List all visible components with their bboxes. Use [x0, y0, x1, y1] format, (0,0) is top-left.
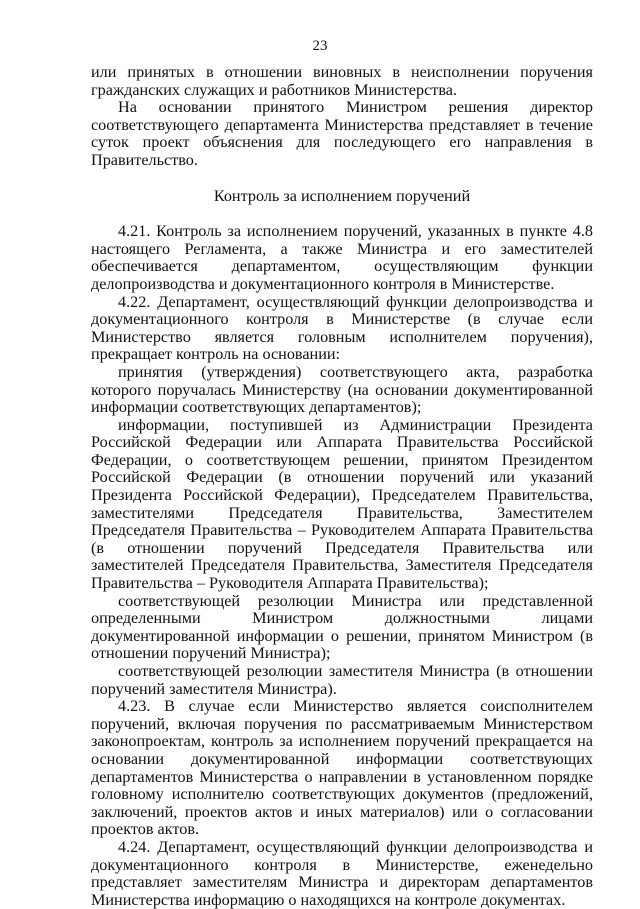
page-number: 23: [312, 38, 328, 54]
paragraph-4-22-item-3: соответствующей резолюции Министра или представленной определенными Министром должностными лицами документированной информации о решении, принятом Министром (в отношении поручений Министра);: [91, 591, 593, 663]
paragraph-4-22-item-4: соответствующей резолюции заместителя Министра (в отношении поручений заместителя Министра).: [91, 662, 593, 698]
paragraph-explanation-procedure: На основании принятого Министром решения директор соответствующего департамента Министерства представляет в течение суток проект объяснения для последующего его направления в Правительство.: [91, 98, 593, 169]
spacer: [91, 170, 593, 188]
paragraph-4-21: 4.21. Контроль за исполнением поручений, указанных в пункте 4.8 настоящего Регламента, а также Министра и его заместителей обеспечивается департаментом, осуществляющим функции делопроизводства и документационного контроля в Министерстве.: [91, 222, 593, 293]
paragraph-4-24: 4.24. Департамент, осуществляющий функции делопроизводства и документационного контроля в Министерстве, еженедельно представляет заместителям Министра и директорам департаментов Министерства информацию о находящихся на контроле документах.: [91, 837, 593, 909]
paragraph-4-22-item-1: принятия (утверждения) соответствующего акта, разработка которого поручалась Министерству (на основании документированной информации соответствующих департаментов);: [91, 362, 593, 417]
paragraph-continuation: или принятых в отношении виновных в неисполнении поручения гражданских служащих и работников Министерства.: [91, 63, 593, 99]
spacer: [91, 205, 593, 223]
section-heading: Контроль за исполнением поручений: [213, 186, 471, 205]
paragraph-4-23: 4.23. В случае если Министерство является соисполнителем поручений, включая поручения по рассматриваемым Министерством законопроектам, контроль за исполнением поручений прекращается на основании документированной информации соответствующих департаментов Министерства о направлении в установленном порядке головному исполнителю соответствующих документов (предложений, заключений, проектов актов и иных материалов) или о согласовании проектов актов.: [91, 697, 593, 839]
paragraph-4-22-item-2: информации, поступившей из Администрации Президента Российской Федерации или Аппарата Правительства Российской Федерации, о соответствующем решении, принятом Президентом Российской Федерации (в отношении поручений или указаний Президента Российской Федерации), Председателем Правительства, заместителями Председателя Правительства, Заместителем Председателя Правительства – Руководителем Аппарата Правительства (в отношении поручений Председателя Правительства или заместителей Председателя Правительства, Заместителя Председателя Правительства – Руководителя Аппарата Правительства);: [91, 415, 593, 593]
paragraph-4-22: 4.22. Департамент, осуществляющий функции делопроизводства и документационного контроля в Министерстве (в случае если Министерство является головным исполнителем поручения), прекращает контроль на основании:: [91, 292, 593, 364]
document-body: [91, 64, 593, 909]
